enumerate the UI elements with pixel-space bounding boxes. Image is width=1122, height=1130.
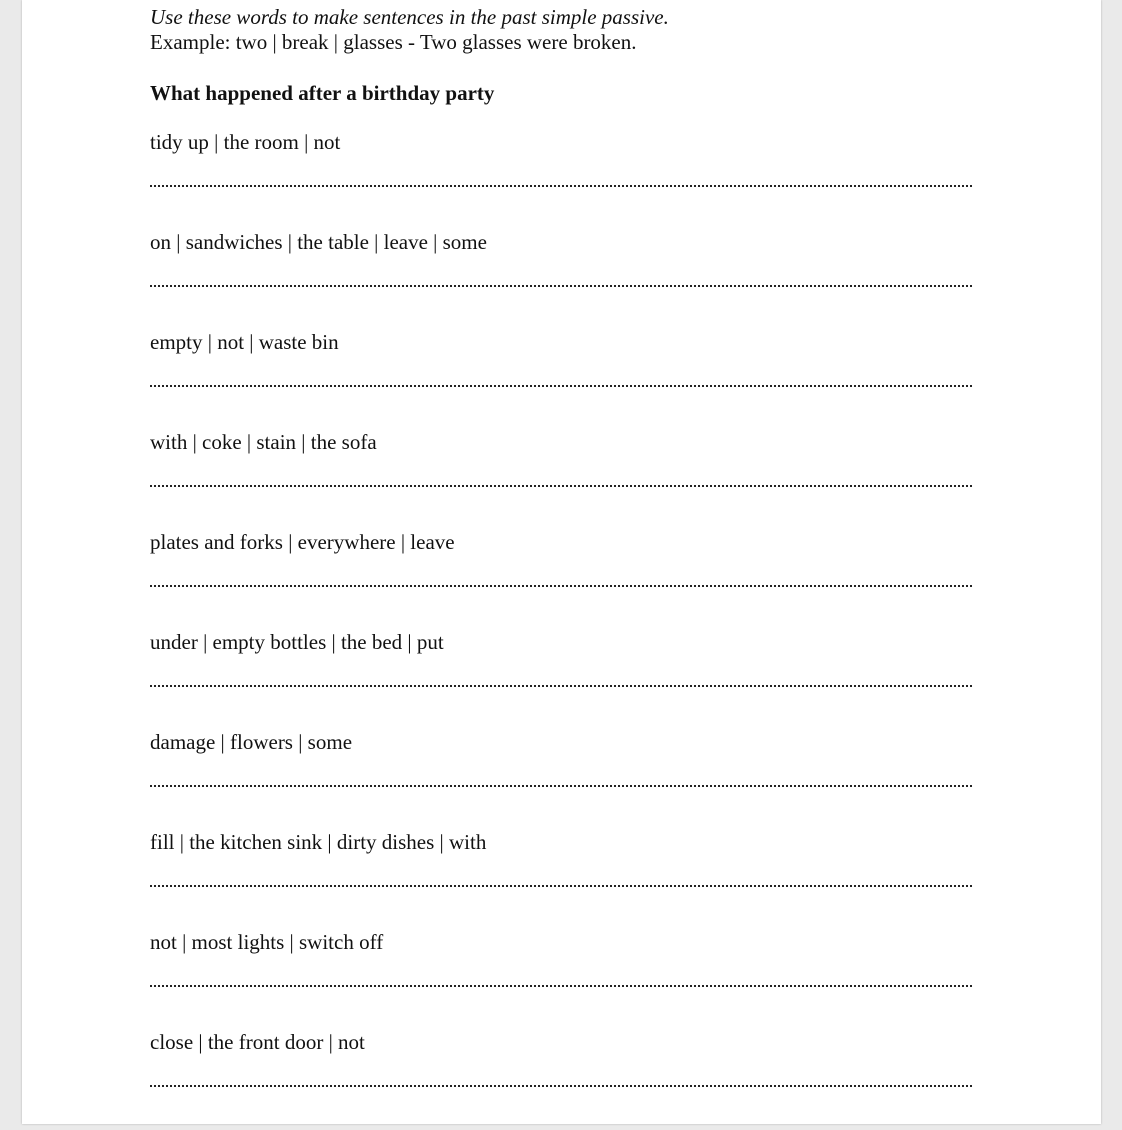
word-prompt: damage | flowers | some xyxy=(150,730,353,754)
instruction-text: Use these words to make sentences in the past simple passive. xyxy=(150,5,669,29)
exercise-item xyxy=(150,530,972,630)
answer-line[interactable] xyxy=(150,385,972,387)
word-prompt: empty | not | waste bin xyxy=(150,330,339,354)
word-prompt: tidy up | the room | not xyxy=(150,130,341,154)
answer-line[interactable] xyxy=(150,1085,972,1087)
word-prompt: fill | the kitchen sink | dirty dishes | with xyxy=(150,830,487,854)
word-prompt: on | sandwiches | the table | leave | some xyxy=(150,230,487,254)
word-prompt: plates and forks | everywhere | leave xyxy=(150,530,455,554)
answer-line[interactable] xyxy=(150,485,972,487)
exercise-item xyxy=(150,1030,972,1130)
exercise-item xyxy=(150,830,972,930)
exercise-item xyxy=(150,230,972,330)
exercise-item xyxy=(150,630,972,730)
answer-line[interactable] xyxy=(150,685,972,687)
answer-line[interactable] xyxy=(150,585,972,587)
example-text: Example: two | break | glasses - Two glasses were broken. xyxy=(150,30,637,54)
answer-line[interactable] xyxy=(150,185,972,187)
exercise-item xyxy=(150,930,972,1030)
answer-line[interactable] xyxy=(150,885,972,887)
answer-line[interactable] xyxy=(150,785,972,787)
document-page xyxy=(22,0,1101,1124)
word-prompt: not | most lights | switch off xyxy=(150,930,384,954)
word-prompt: with | coke | stain | the sofa xyxy=(150,430,377,454)
answer-line[interactable] xyxy=(150,985,972,987)
exercise-item xyxy=(150,430,972,530)
exercise-item xyxy=(150,730,972,830)
answer-line[interactable] xyxy=(150,285,972,287)
word-prompt: under | empty bottles | the bed | put xyxy=(150,630,444,654)
word-prompt: close | the front door | not xyxy=(150,1030,365,1054)
exercise-item xyxy=(150,130,972,230)
section-heading: What happened after a birthday party xyxy=(150,81,495,105)
exercise-item xyxy=(150,330,972,430)
